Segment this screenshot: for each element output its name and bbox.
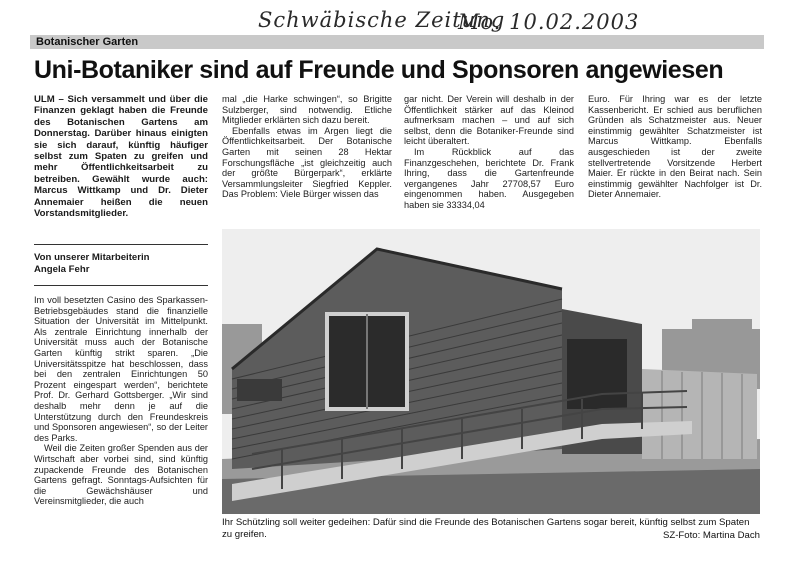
photo-caption: Ihr Schützling soll weiter gedeihen: Dafür sind die Freunde des Botanischen Gartens sogar bereit, künftig selbst zum Spaten zu greifen. (222, 517, 750, 540)
article-photo (222, 229, 760, 514)
paragraph: Im Rückblick auf das Finanzgeschehen, berichtete Dr. Frank Ihring, dass die Gartenfreunde vergangenes Jahr 27708,57 Euro eingenommen haben. Ausgegeben haben sie 33334,04 (404, 146, 574, 210)
article-column-3 (404, 94, 574, 211)
byline (34, 252, 208, 276)
article-column-2 (222, 94, 392, 200)
paragraph: gar nicht. Der Verein will deshalb in der Öffentlichkeit stärker auf das Kleinod aufmerksam machen – und auf sich selbst, denn die Botaniker-Freunde sind leicht überaltert. (404, 94, 574, 147)
paragraph: Weil die Zeiten großer Spenden aus der Wirtschaft aber vorbei sind, sind künftig zupackende Freunde des Botanischen Gartens gefragt. Sonntags-Aufsichten für die Gewächshäuser und Vereinsmitglieder, die auch (34, 443, 208, 507)
paragraph: Ebenfalls etwas im Argen liegt die Öffentlichkeitsarbeit. Der Botanische Garten mit seinen 28 Hektar Forschungsfläche „ist gleichzeitig auch der größte Bürgerpark“, erklärte Versammlungsleiter Siegfried Keppler. Das Problem: Viele Bürger wissen das (222, 125, 392, 200)
building-photo-illustration (222, 229, 760, 514)
column-divider (34, 244, 208, 245)
handwritten-date: Mo. 10.02.2003 (458, 10, 640, 34)
paragraph: Euro. Für Ihring war es der letzte Kassenbericht. Er schied aus beruflichen Gründen als Schatzmeister aus. Neuer einstimmig gewählter Schatzmeister ist Marcus Wittkamp. Ebenfalls ausgeschieden ist der zweite stellvertretende Vorsitzende Herbert Maier. Er rückte in den Beirat nach. Sein einstimmig gewählter Nachfolger ist Dr. Dieter Annemaier. (588, 94, 762, 200)
paragraph: mal „die Harke schwingen“, so Brigitte Sulzberger, sind notwendig. Etliche Mitglieder erklärten sich dazu bereit. (222, 94, 392, 126)
byline-author: Angela Fehr (34, 264, 90, 275)
handwritten-paper-name: Schwäbische Zeitung (258, 8, 506, 32)
headline: Uni-Botaniker sind auf Freunde und Sponsoren angewiesen (34, 56, 724, 84)
rubric-label: Botanischer Garten (36, 36, 139, 48)
photo-credit: SZ-Foto: Martina Dach (662, 530, 760, 541)
column-divider (34, 285, 208, 286)
article-column-1 (34, 295, 208, 507)
article-column-4 (588, 94, 762, 200)
rubric-bar (30, 35, 764, 49)
byline-line1: Von unserer Mitarbeiterin (34, 252, 150, 263)
paragraph: Im voll besetzten Casino des Sparkassen-Betriebsgebäudes stand die finanzielle Situation der Universität im Mittelpunkt. Als zentrale Einrichtung innerhalb der Universität muss auch der Botanische Garten künftig strikt sparen. „Die Universitätsspitze hat beschlossen, dass bei den zentralen Einrichtungen 50 Prozent eingespart werden“, berichtete Prof. Dr. Gerhard Gottsberger. „Wir sind deshalb mehr denn je auf die Unterstützung durch den Freundeskreis und Sponsoren angewiesen“, so der Leiter des Parks. (34, 295, 208, 443)
lead-paragraph: ULM – Sich versammelt und über die Finanzen geklagt haben die Freunde des Botanischen Gartens am Donnerstag. Darüber hinaus einigten sie sich darauf, künftig häufiger selbst zum Spaten zu greifen und mehr Öffentlichkeitsarbeit zu betreiben. Gewählt wurde auch: Marcus Wittkamp und Dr. Dieter Annemaier heißen die neuen Vorstandsmitglieder. (34, 94, 208, 220)
